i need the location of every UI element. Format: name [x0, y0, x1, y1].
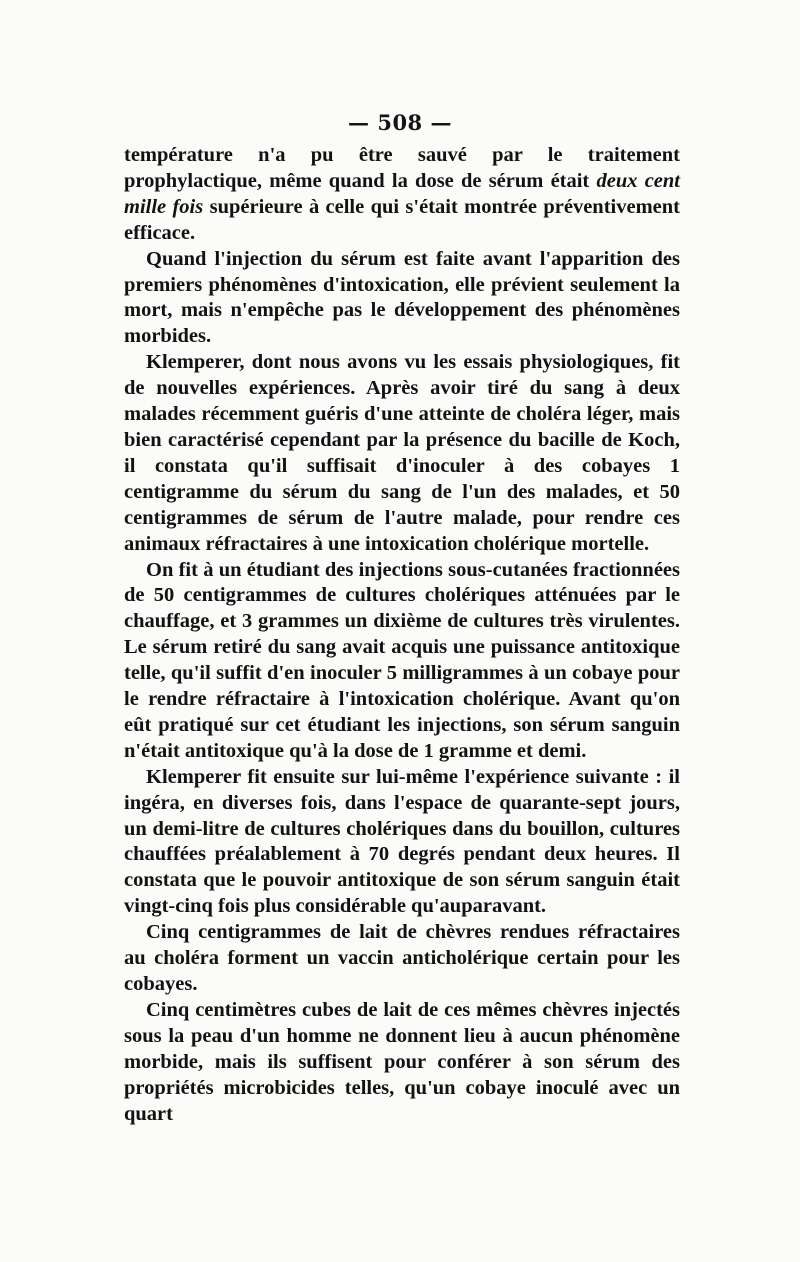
paragraph-5: Klemperer fit ensuite sur lui-même l'expérience suivante : il ingéra, en diverses fois, dans l'espace de quarante-sept jours, un demi-litre de cultures cholériques dans du bouillon, cultures chauffées préalablement à 70 degrés pendant deux heures. Il constata que le pouvoir antitoxique de son sérum sanguin était vingt-cinq fois plus considérable qu'auparavant.: [124, 765, 680, 918]
paragraph-1-emphasis: deux cent mille fois: [124, 169, 680, 218]
paragraph-1: [124, 143, 680, 247]
paragraph-6: Cinq centigrammes de lait de chèvres rendues réfractaires au choléra forment un vaccin anticholérique certain pour les cobayes.: [124, 921, 680, 995]
paragraph-2: Quand l'injection du sérum est faite avant l'apparition des premiers phénomènes d'intoxication, elle prévient seulement la mort, mais n'empêche pas le développement des phénomènes morbides.: [124, 247, 680, 348]
paragraph-3: Klemperer, dont nous avons vu les essais physiologiques, fit de nouvelles expériences. Après avoir tiré du sang à deux malades récemment guéris d'une atteinte de choléra léger, mais bien caractérisé cependant par la présence du bacille de Koch, il constata qu'il suffisait d'inoculer à des cobayes 1 centigramme du sérum du sang de l'un des malades, et 50 centigrammes de sérum de l'autre malade, pour rendre ces animaux réfractaires à une intoxication cholérique mortelle.: [124, 351, 680, 555]
page-number: — 508 —: [348, 110, 452, 135]
body-text: [124, 143, 680, 1127]
paragraph-1-end: supérieure à celle qui s'était montrée préventivement efficace.: [124, 195, 680, 244]
paragraph-7: Cinq centimètres cubes de lait de ces mêmes chèvres injectés sous la peau d'un homme ne donnent lieu à aucun phénomène morbide, mais ils suffisent pour conférer à son sérum des propriétés microbicides telles, qu'un cobaye inoculé avec un quart: [124, 998, 680, 1125]
paragraph-4: On fit à un étudiant des injections sous-cutanées fractionnées de 50 centigrammes de cultures cholériques atténuées par le chauffage, et 3 grammes un dixième de cultures très virulentes. Le sérum retiré du sang avait acquis une puissance antitoxique telle, qu'il suffit d'en inoculer 5 milligrammes à un cobaye pour le rendre réfractaire à l'intoxication cholérique. Avant qu'on eût pratiqué sur cet étudiant les injections, son sérum sanguin n'était antitoxique qu'à la dose de 1 gramme et demi.: [124, 558, 680, 762]
paragraph-1-start: température n'a pu être sauvé par le traitement prophylactique, même quand la dose de sérum était: [124, 144, 680, 192]
